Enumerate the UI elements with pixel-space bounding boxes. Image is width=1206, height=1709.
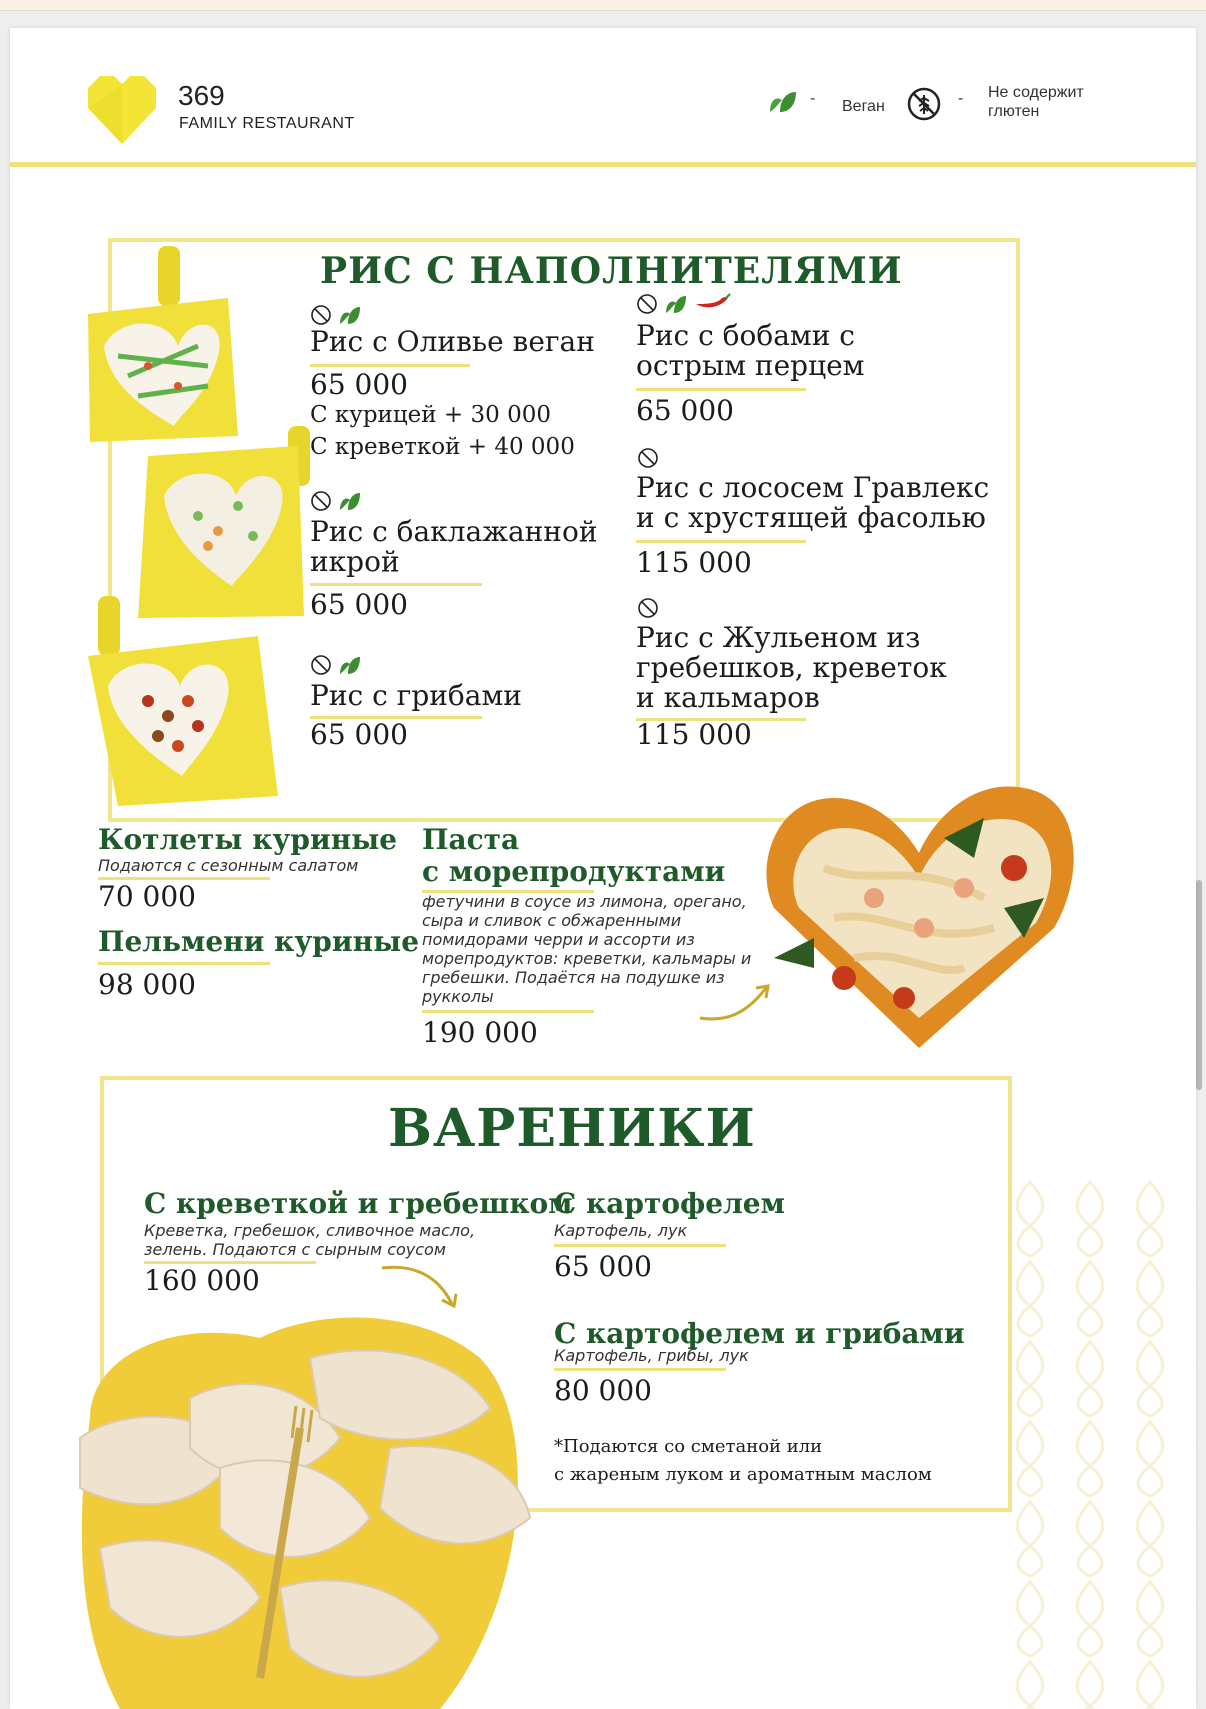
decorative-pattern (1000, 1178, 1196, 1709)
pasta-desc-6: рукколы (422, 987, 494, 1006)
rice-mushroom-diet-icons (310, 654, 362, 676)
logo-heart-icon (84, 74, 160, 144)
gf-legend-dash: - (958, 90, 964, 107)
top-strip (0, 0, 1206, 11)
pasta-name-2: с морепродуктами (422, 855, 726, 888)
rice-section-title: РИС С НАПОЛНИТЕЛЯМИ (320, 250, 903, 292)
cutlets-price: 70 000 (98, 880, 196, 913)
rice-eggplant-diet-icons (310, 490, 362, 512)
vareniki-potato-mushroom-underline (554, 1368, 726, 1371)
rice-julienne-name-3: и кальмаров (636, 681, 820, 714)
vegan-legend-dash: - (810, 90, 816, 107)
vegan-leaf-icon (768, 90, 798, 114)
vareniki-section-title: ВАРЕНИКИ (388, 1098, 756, 1159)
logo-number: 369 (178, 80, 225, 111)
rice-julienne-gf-icon (636, 596, 660, 620)
vareniki-note-1: *Подаются со сметаной или (554, 1436, 823, 1457)
gf-legend-label-1: Не содержит (988, 84, 1084, 101)
vareniki-shrimp-desc-2: зелень. Подаются с сырным соусом (144, 1240, 446, 1259)
rice-eggplant-underline (310, 583, 482, 586)
rice-olivie-name: Рис с Оливье веган (310, 325, 595, 358)
pasta-desc-4: морепродуктов: креветки, кальмары и (422, 949, 752, 968)
vegan-legend-label: Веган (842, 98, 885, 115)
vareniki-potato-mushroom-desc: Картофель, грибы, лук (554, 1346, 749, 1365)
cutlets-desc: Подаются с сезонным салатом (98, 856, 359, 875)
vareniki-shrimp-desc-1: Креветка, гребешок, сливочное масло, (144, 1221, 476, 1240)
rice-olivie-underline (310, 364, 470, 367)
vareniki-potato-underline (554, 1244, 726, 1247)
rice-beans-name-1: Рис с бобами с (636, 319, 855, 352)
rice-eggplant-name-1: Рис с баклажанной (310, 515, 598, 548)
pasta-desc-underline (422, 1010, 594, 1013)
vareniki-potato-price: 65 000 (554, 1250, 652, 1283)
rice-salmon-name-2: и с хрустящей фасолью (636, 501, 986, 534)
rice-eggplant-price: 65 000 (310, 588, 408, 621)
rice-olivie-diet-icons (310, 304, 362, 326)
rice-olivie-addon-chicken: С курицей + 30 000 (310, 402, 551, 428)
rice-beans-diet-icons (636, 292, 732, 316)
pasta-dish-photo (754, 758, 1084, 1058)
rice-salmon-underline (636, 540, 806, 543)
vareniki-shrimp-price: 160 000 (144, 1264, 260, 1297)
vareniki-potato-mushroom-name: С картофелем и грибами (554, 1317, 965, 1350)
pasta-desc-3: помидорами черри и ассорти из (422, 930, 695, 949)
rice-salmon-name-1: Рис с лососем Гравлекс (636, 471, 990, 504)
pelmeni-name: Пельмени куриные (98, 925, 420, 958)
rice-mushroom-price: 65 000 (310, 718, 408, 751)
vareniki-potato-name: С картофелем (554, 1187, 785, 1220)
pasta-price: 190 000 (422, 1016, 538, 1049)
rice-salmon-price: 115 000 (636, 546, 752, 579)
gluten-free-icon (906, 86, 942, 122)
pasta-desc-1: фетучини в соусе из лимона, орегано, (422, 892, 747, 911)
rice-beans-name-2: острым перцем (636, 349, 865, 382)
rice-julienne-price: 115 000 (636, 718, 752, 751)
vareniki-potato-desc: Картофель, лук (554, 1221, 688, 1240)
rice-julienne-name-2: гребешков, креветок (636, 651, 947, 684)
rice-eggplant-name-2: икрой (310, 545, 400, 578)
rice-julienne-name-1: Рис с Жульеном из (636, 621, 921, 654)
vareniki-note-2: с жареным луком и ароматным маслом (554, 1464, 932, 1485)
scrollbar[interactable] (1196, 880, 1202, 1090)
header-divider (10, 162, 1196, 167)
pelmeni-price: 98 000 (98, 968, 196, 1001)
pasta-name-1: Паста (422, 823, 520, 856)
vareniki-dish-photo (60, 1298, 540, 1709)
pasta-desc-5: гребешки. Подаётся на подушке из (422, 968, 725, 987)
menu-page (10, 28, 1196, 1709)
pelmeni-underline (98, 962, 270, 965)
vareniki-potato-mushroom-price: 80 000 (554, 1374, 652, 1407)
gf-legend-label-2: глютен (988, 103, 1040, 120)
cutlets-name: Котлеты куриные (98, 823, 398, 856)
rice-olivie-price: 65 000 (310, 368, 408, 401)
vareniki-shrimp-name: С креветкой и гребешком (144, 1187, 573, 1220)
rice-salmon-gf-icon (636, 446, 660, 470)
rice-beans-price: 65 000 (636, 394, 734, 427)
rice-beans-underline (636, 388, 806, 391)
pasta-desc-2: сыра и сливок с обжаренными (422, 911, 682, 930)
rice-olivie-addon-shrimp: С креветкой + 40 000 (310, 434, 575, 460)
rice-mushroom-name: Рис с грибами (310, 679, 522, 712)
logo-subtitle: FAMILY RESTAURANT (179, 115, 355, 132)
